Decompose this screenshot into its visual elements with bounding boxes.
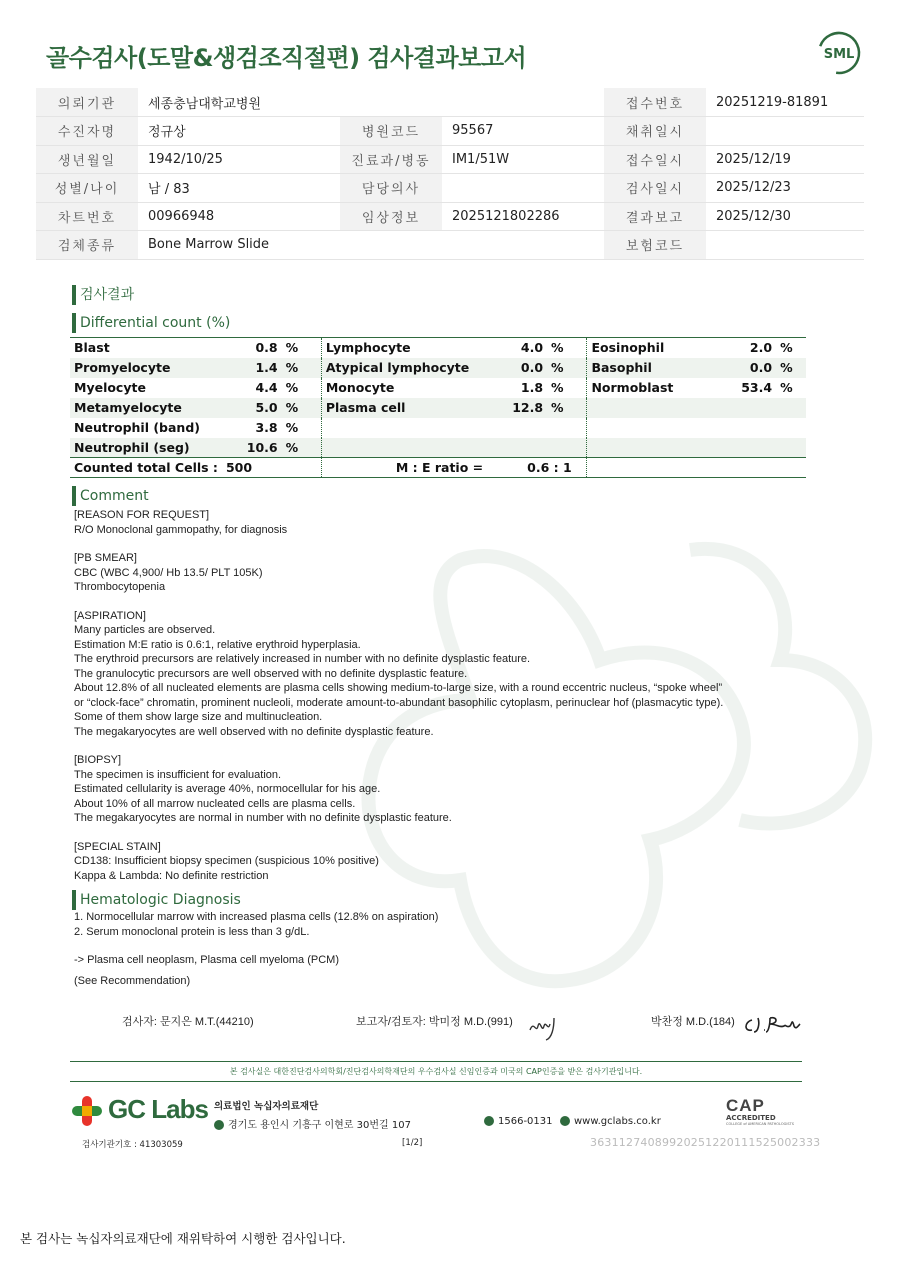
info-label: 임상정보 (340, 202, 442, 231)
cell-type-value: 3.8 (255, 420, 278, 435)
cell-type-name: Promyelocyte (70, 358, 222, 378)
comment-heading: [ASPIRATION] (74, 609, 146, 622)
cell-type-value: 1.8 (520, 380, 544, 395)
cap-college: COLLEGE of AMERICAN PATHOLOGISTS (726, 1122, 794, 1126)
diagnosis-body (74, 910, 834, 988)
comment-line: CBC (WBC 4,900/ Hb 13.5/ PLT 105K) (74, 566, 263, 579)
cell-type-value: 0.0 (487, 358, 547, 378)
cell-type-value: 10.6 (222, 438, 282, 458)
comment-line: The erythroid precursors are relatively increased in number with no definite dysplastic feature. (74, 653, 531, 665)
differential-row (70, 398, 806, 418)
cell-type-value: 4.0 (487, 338, 547, 358)
cell-type-unit: % (780, 380, 793, 395)
info-label: 검사일시 (604, 174, 706, 203)
comment-line: R/O Monoclonal gammopathy, for diagnosis (74, 523, 288, 536)
info-row (36, 88, 864, 117)
info-value: 2025121802286 (442, 202, 604, 231)
cell-type-unit: % (547, 378, 587, 398)
comment-section-title: Comment (72, 486, 149, 506)
footer-divider (70, 1061, 802, 1062)
page-title: 골수검사(도말&생검조직절편) 검사결과보고서 (46, 44, 527, 72)
comment-line: The specimen is insufficient for evaluation. (74, 768, 282, 781)
info-value: 정규상 (138, 117, 340, 146)
comment-line: Many particles are observed. (74, 624, 216, 636)
cell-type-value (726, 438, 776, 458)
corporation-name: 의료법인 녹십자의료재단 (214, 1101, 319, 1112)
comment-line: Thrombocytopenia (74, 581, 166, 593)
info-value (706, 231, 864, 260)
cell-type-value: 0.8 (222, 338, 282, 358)
cell-type-name: Monocyte (325, 380, 395, 395)
info-label: 접수일시 (604, 145, 706, 174)
me-ratio-value: 0.6 : 1 (487, 458, 587, 478)
differential-count-table (70, 337, 806, 478)
cell-type-name (587, 398, 726, 418)
cell-type-name: Basophil (587, 358, 726, 378)
cell-type-unit (776, 418, 806, 438)
info-label: 수진자명 (36, 117, 138, 146)
comment-line: The megakaryocytes are normal in number with no definite dysplastic feature. (74, 812, 452, 824)
cell-type-unit: % (547, 398, 587, 418)
cell-type-value: 4.4 (255, 380, 278, 395)
cell-type-unit (776, 398, 806, 418)
reviewer-handwritten-signature-icon (742, 1012, 802, 1036)
comment-line: Estimated cellularity is average 40%, normocellular for his age. (74, 783, 381, 795)
cap-title: CAP (726, 1096, 765, 1115)
comment-line: Kappa & Lambda: No definite restriction (74, 869, 269, 882)
info-value: 00966948 (138, 202, 340, 231)
info-row (36, 117, 864, 146)
info-value: 세종충남대학교병원 (138, 88, 340, 117)
accreditation-note: 본 검사실은 대한진단검사의학회/진단검사의학재단의 우수검사실 신임인증과 미국의 CAP인증을 받은 검사기관입니다. (229, 1067, 643, 1076)
info-label: 병원코드 (340, 117, 442, 146)
info-label: 채취일시 (604, 117, 706, 146)
info-value: 2025/12/30 (706, 202, 864, 231)
diagnosis-section-title: Hematologic Diagnosis (72, 890, 241, 910)
cell-type-name: Normoblast (591, 380, 674, 395)
cell-type-unit: % (776, 358, 806, 378)
cell-type-unit (776, 438, 806, 458)
cell-type-name: Blast (70, 338, 222, 358)
info-value: 2025/12/19 (706, 145, 864, 174)
phone (484, 1116, 553, 1127)
cell-type-unit: % (282, 358, 322, 378)
diagnosis-note: (See Recommendation) (74, 974, 191, 987)
differential-row (70, 358, 806, 378)
info-label: 결과보고 (604, 202, 706, 231)
comment-line: Estimation M:E ratio is 0.6:1, relative erythroid hyperplasia. (74, 638, 361, 651)
cell-type-name: Neutrophil (band) (74, 420, 200, 435)
info-row (36, 174, 864, 203)
cell-type-name: Plasma cell (321, 398, 487, 418)
cell-type-name (587, 418, 726, 438)
info-value (442, 231, 604, 260)
info-value (706, 117, 864, 146)
info-value: Bone Marrow Slide (138, 231, 340, 260)
cell-type-unit: % (282, 378, 322, 398)
info-label (340, 88, 442, 117)
info-value: 20251219-81891 (706, 88, 864, 117)
info-value (442, 174, 604, 203)
cell-type-unit: % (282, 398, 322, 418)
comment-block (74, 551, 834, 595)
reviewer-signature: 박찬정 M.D.(184) (651, 1016, 735, 1028)
gc-labs-brand: GC Labs (108, 1094, 208, 1124)
total-cells-label: Counted total Cells : (70, 458, 222, 478)
info-label: 보험코드 (604, 231, 706, 260)
cell-type-name: Atypical lymphocyte (321, 358, 487, 378)
cell-type-value: 5.0 (222, 398, 282, 418)
info-label: 담당의사 (340, 174, 442, 203)
reporter-handwritten-signature-icon (528, 1012, 562, 1042)
bottom-note: 본 검사는 녹십자의료재단에 재위탁하여 시행한 검사입니다. (20, 1231, 346, 1246)
info-label (340, 231, 442, 260)
differential-row (70, 418, 806, 438)
reporter-signature: 보고자/검토자: 박미정 M.D.(991) (356, 1016, 513, 1028)
cell-type-value: 53.4 (741, 380, 773, 395)
sml-logo-icon (816, 30, 862, 76)
cell-type-unit (547, 418, 587, 438)
cap-accredited-badge (726, 1098, 802, 1126)
phone-icon (484, 1116, 494, 1126)
comment-line: About 10% of all marrow nucleated cells are plasma cells. (74, 797, 356, 810)
cell-type-name (321, 438, 487, 458)
patient-info-table (36, 88, 864, 260)
cell-type-unit: % (547, 358, 587, 378)
me-ratio-label: M : E ratio = (321, 458, 487, 478)
cell-type-value (726, 418, 776, 438)
cell-type-name: Neutrophil (seg) (70, 438, 222, 458)
cell-type-value: 1.4 (222, 358, 282, 378)
barcode-number: 36311274089920251220111525002333 (590, 1136, 821, 1149)
cell-type-value: 12.8 (487, 398, 547, 418)
comment-heading: [BIOPSY] (74, 754, 122, 766)
comment-line: or “clock-face” chromatin, prominent nucleoli, moderate amount-to-abundant basophilic cytoplasm, perinuclear hof (plasmacytic type). (74, 696, 724, 709)
location-pin-icon (214, 1120, 224, 1130)
comment-block (74, 840, 834, 884)
cell-type-unit: % (282, 338, 322, 358)
cap-subtitle: ACCREDITED (726, 1114, 776, 1122)
cell-type-value (487, 438, 547, 458)
institution-number: 검사기관기호 : 41303059 (82, 1140, 183, 1150)
cell-type-name: Myelocyte (74, 380, 146, 395)
cell-type-name: Metamyelocyte (70, 398, 222, 418)
info-label: 진료과/병동 (340, 145, 442, 174)
website[interactable] (560, 1116, 661, 1127)
cell-type-name: Lymphocyte (321, 338, 487, 358)
info-label: 의뢰기관 (36, 88, 138, 117)
cell-type-value: 0.0 (726, 358, 776, 378)
page-number: [1/2] (402, 1138, 423, 1148)
website-text: www.gclabs.co.kr (574, 1116, 661, 1127)
address (214, 1116, 411, 1131)
cell-type-unit: % (282, 438, 322, 458)
phone-text: 1566-0131 (498, 1116, 553, 1127)
info-label: 차트번호 (36, 202, 138, 231)
comment-body (74, 508, 834, 897)
cell-type-value (726, 398, 776, 418)
differential-section-title: Differential count (%) (72, 313, 230, 333)
info-row (36, 202, 864, 231)
cell-type-name (587, 438, 726, 458)
cell-type-value (487, 418, 547, 438)
differential-total-row (70, 458, 806, 478)
comment-block (74, 609, 834, 740)
comment-heading: [PB SMEAR] (74, 552, 137, 564)
comment-line: The megakaryocytes are well observed with no definite dysplastic feature. (74, 725, 434, 738)
diagnosis-item: 2. Serum monoclonal protein is less than 3 g/dL. (74, 925, 310, 938)
cell-type-name: Eosinophil (587, 338, 726, 358)
info-row (36, 231, 864, 260)
info-label: 검체종류 (36, 231, 138, 260)
cell-type-unit (547, 438, 587, 458)
comment-line: About 12.8% of all nucleated elements are plasma cells showing medium-to-large size, with a round eccentric nucleus, “spoke wheel” (74, 682, 723, 694)
info-label: 접수번호 (604, 88, 706, 117)
info-value: 95567 (442, 117, 604, 146)
comment-line: CD138: Insufficient biopsy specimen (suspicious 10% positive) (74, 855, 379, 867)
cell-type-name (321, 418, 487, 438)
info-value: 2025/12/23 (706, 174, 864, 203)
comment-heading: [SPECIAL STAIN] (74, 840, 161, 853)
info-value: 1942/10/25 (138, 145, 340, 174)
gc-cross-logo-icon (70, 1094, 104, 1128)
result-section-title: 검사결과 (72, 285, 134, 305)
cell-type-value: 2.0 (726, 338, 776, 358)
info-row (36, 145, 864, 174)
differential-row (70, 378, 806, 398)
differential-row (70, 438, 806, 458)
comment-block (74, 508, 834, 537)
info-value: IM1/51W (442, 145, 604, 174)
comment-line: Some of them show large size and multinucleation. (74, 711, 323, 723)
cell-type-unit: % (547, 338, 587, 358)
differential-row (70, 338, 806, 358)
empty-cell (587, 458, 806, 478)
total-cells-value: 500 (222, 458, 321, 478)
cell-type-unit: % (776, 338, 806, 358)
cell-type-unit: % (282, 418, 322, 438)
info-value (442, 88, 604, 117)
info-label: 생년월일 (36, 145, 138, 174)
comment-block (74, 753, 834, 826)
info-value: 남 / 83 (138, 174, 340, 203)
comment-line: The granulocytic precursors are well observed with no definite dysplastic feature. (74, 667, 468, 680)
comment-heading: [REASON FOR REQUEST] (74, 509, 210, 521)
info-label: 성별/나이 (36, 174, 138, 203)
diagnosis-item: 1. Normocellular marrow with increased plasma cells (12.8% on aspiration) (74, 911, 439, 923)
footer-divider (70, 1081, 802, 1082)
tester-signature: 검사자: 문지은 M.T.(44210) (122, 1016, 254, 1028)
diagnosis-conclusion: -> Plasma cell neoplasm, Plasma cell myeloma (PCM) (74, 954, 339, 966)
sml-logo-text: SML (823, 47, 855, 62)
globe-icon (560, 1116, 570, 1126)
address-text: 경기도 용인시 기흥구 이현로 30번길 107 (228, 1120, 411, 1131)
